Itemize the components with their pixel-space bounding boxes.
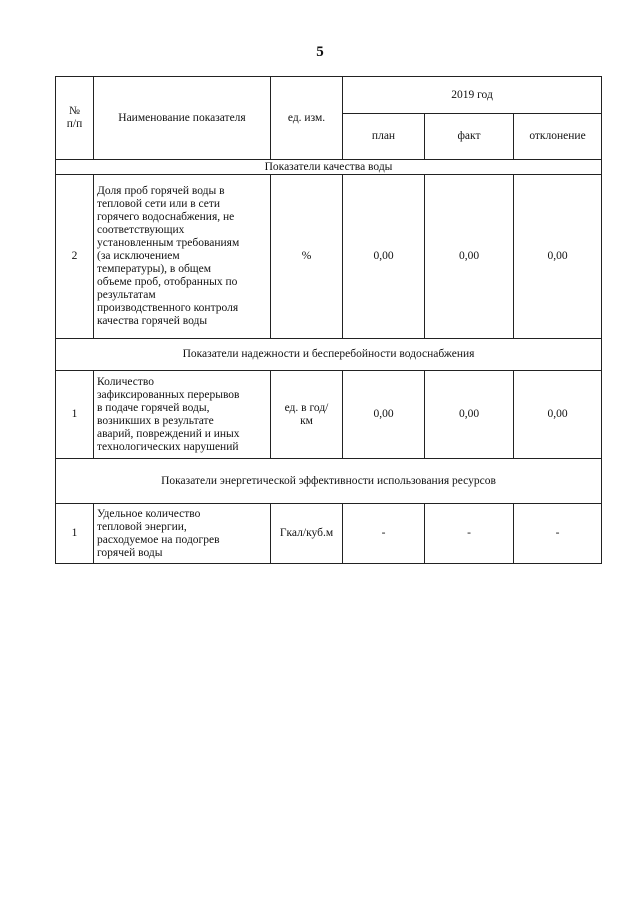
row-num: 1 bbox=[56, 371, 94, 459]
section-row bbox=[56, 339, 602, 371]
row-fact: 0,00 bbox=[425, 371, 514, 459]
table-row bbox=[56, 504, 602, 564]
section-title: Показатели энергетической эффективности использования ресурсов bbox=[56, 459, 602, 504]
row-name: Количество зафиксированных перерывов в подаче горячей воды, возникших в результате аварий, повреждений и иных технологических нарушений bbox=[94, 371, 271, 459]
header-row-top bbox=[56, 77, 602, 114]
row-unit: % bbox=[271, 175, 343, 339]
indicators-table bbox=[55, 76, 602, 564]
row-num: 2 bbox=[56, 175, 94, 339]
section-row bbox=[56, 459, 602, 504]
row-fact: 0,00 bbox=[425, 175, 514, 339]
section-row bbox=[56, 160, 602, 175]
section-title: Показатели надежности и бесперебойности водоснабжения bbox=[56, 339, 602, 371]
row-plan: 0,00 bbox=[343, 175, 425, 339]
row-unit: Гкал/куб.м bbox=[271, 504, 343, 564]
row-plan: 0,00 bbox=[343, 371, 425, 459]
table-row bbox=[56, 371, 602, 459]
header-plan: план bbox=[343, 114, 425, 160]
row-deviation: 0,00 bbox=[514, 175, 602, 339]
header-unit: ед. изм. bbox=[271, 77, 343, 160]
table-row bbox=[56, 175, 602, 339]
header-year: 2019 год bbox=[343, 77, 602, 114]
row-deviation: 0,00 bbox=[514, 371, 602, 459]
page-number: 5 bbox=[316, 44, 324, 60]
row-plan: - bbox=[343, 504, 425, 564]
section-title: Показатели качества воды bbox=[56, 160, 602, 175]
header-fact: факт bbox=[425, 114, 514, 160]
row-unit: ед. в год/ км bbox=[271, 371, 343, 459]
header-name: Наименование показателя bbox=[94, 77, 271, 160]
header-deviation: отклонение bbox=[514, 114, 602, 160]
row-name: Доля проб горячей воды в тепловой сети или в сети горячего водоснабжения, не соответствующих установленным требованиям (за исключением температуры), в общем объеме проб, отобранных по результатам производственного контроля качества горячей воды bbox=[94, 175, 271, 339]
row-num: 1 bbox=[56, 504, 94, 564]
row-name: Удельное количество тепловой энергии, расходуемое на подогрев горячей воды bbox=[94, 504, 271, 564]
row-fact: - bbox=[425, 504, 514, 564]
header-num: № п/п bbox=[56, 77, 94, 160]
row-deviation: - bbox=[514, 504, 602, 564]
